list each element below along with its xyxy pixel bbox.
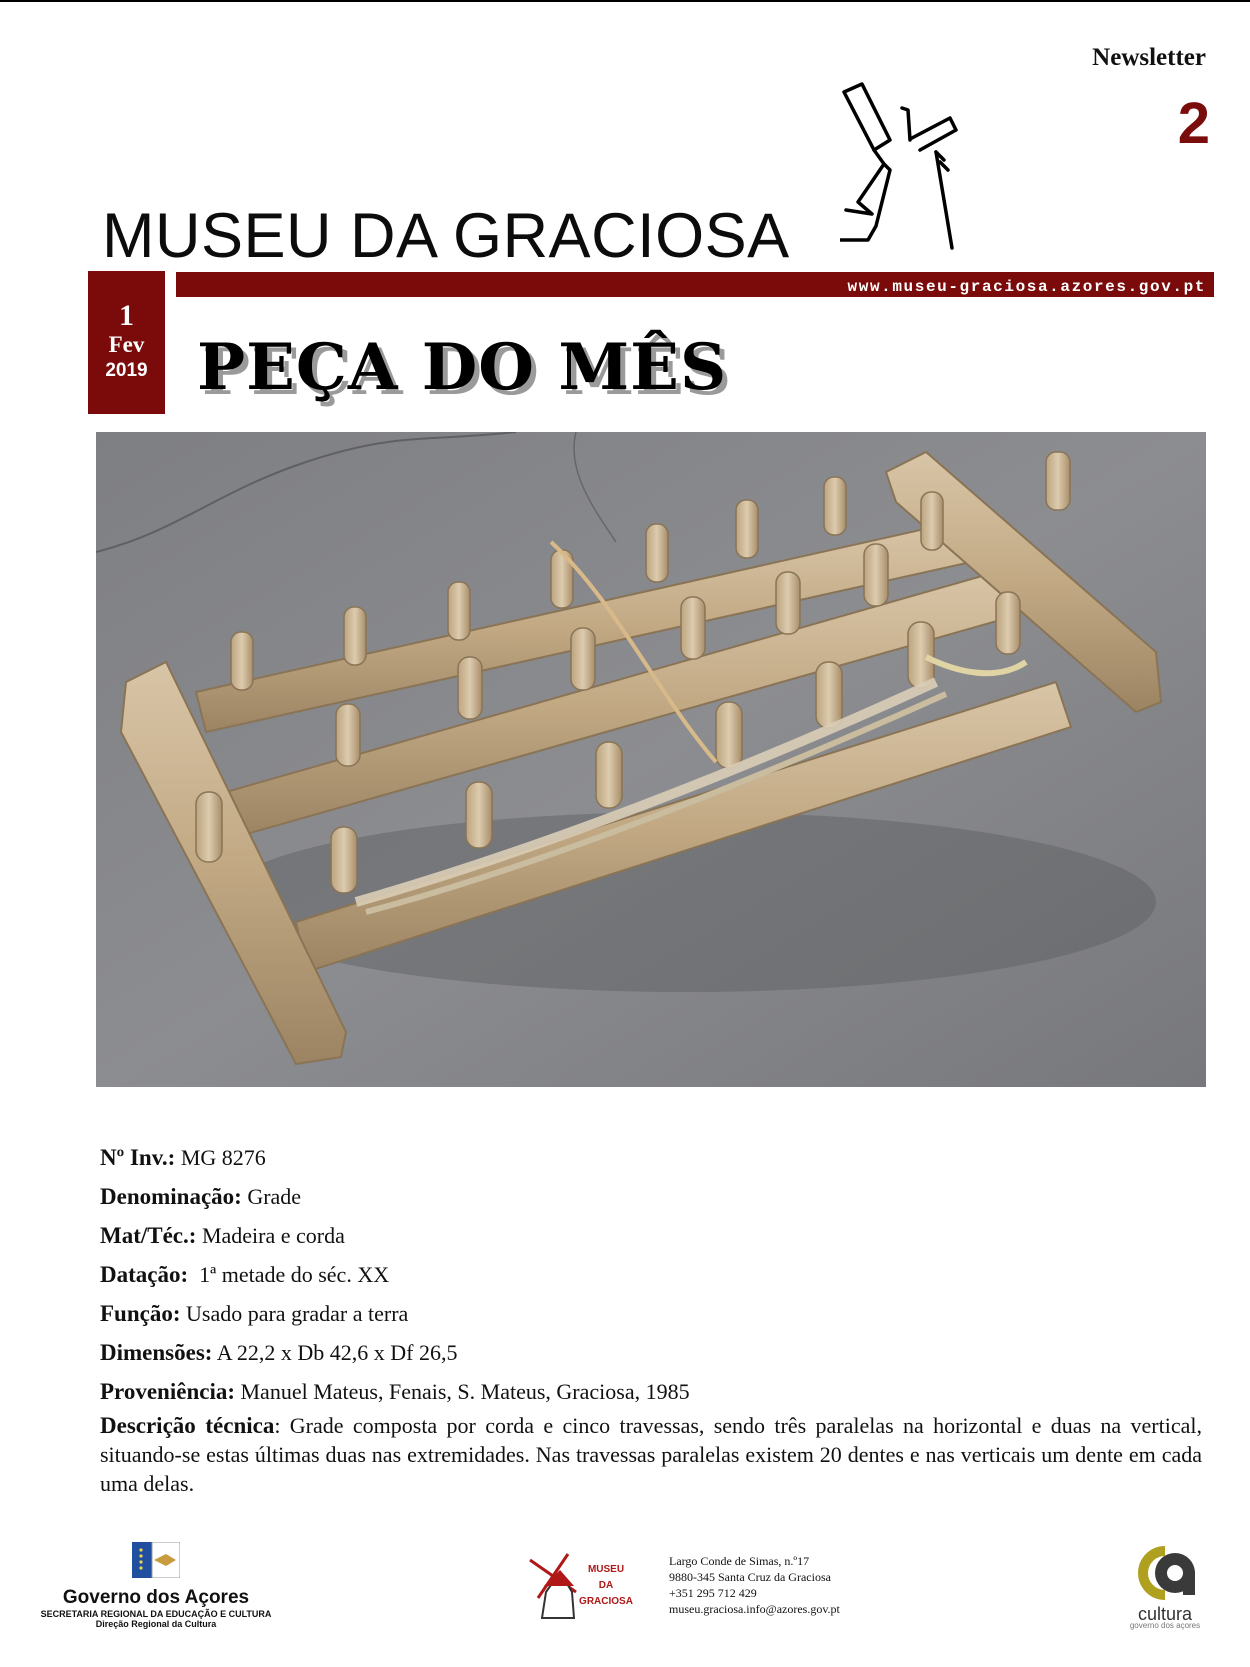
address-postal: 9880-345 Santa Cruz da Graciosa — [669, 1570, 831, 1584]
footer-logo-line2: DA — [598, 1580, 614, 1591]
issue-number: 2 — [1177, 91, 1210, 156]
info-row-dimensions: Dimensões: A 22,2 x Db 42,6 x Df 26,5 — [100, 1340, 458, 1365]
item-info — [100, 1138, 1202, 1498]
footer-logo-line3: GRACIOSA — [579, 1596, 633, 1607]
museum-footer-logo — [528, 1552, 638, 1622]
cultura-ca-icon — [1127, 1545, 1203, 1601]
footer-logo-line1: MUSEU — [587, 1564, 625, 1575]
government-secretariat: SECRETARIA REGIONAL DA EDUCAÇÃO E CULTURA — [40, 1609, 272, 1619]
website-link[interactable]: www.museu-graciosa.azores.gov.pt — [847, 278, 1206, 296]
wooden-harrow-photo — [96, 432, 1206, 1087]
info-row-denomination: Denominação: Grade — [100, 1184, 302, 1209]
date-day: 1 — [119, 299, 134, 332]
address-phone: +351 295 712 429 — [669, 1586, 757, 1600]
info-row-inventory: Nº Inv.: MG 8276 — [100, 1145, 266, 1170]
museum-address — [669, 1553, 840, 1617]
info-row-description: Descrição técnica: Grade composta por corda e cinco travessas, sendo três paralelas na horizontal e duas na vertical, situando-se estas últimas duas nas extremidades. Nas travessas paralelas existem 20 dentes e nas verticais um dente em cada uma delas. — [100, 1413, 1202, 1496]
section-title: PEÇA DO MÊS — [197, 330, 728, 405]
government-title: Governo dos Açores — [62, 1587, 250, 1608]
date-month: Fev — [108, 332, 145, 357]
government-logo — [36, 1542, 276, 1629]
cultura-logo — [1120, 1545, 1210, 1630]
info-row-dating: Datação: 1ª metade do séc. XX — [100, 1262, 390, 1287]
top-rule — [0, 0, 1250, 2]
date-year: 2019 — [105, 360, 148, 381]
cultura-sub: governo dos açores — [1129, 1621, 1201, 1630]
newsletter-label: Newsletter — [1092, 44, 1206, 71]
azores-flag-icon — [132, 1542, 180, 1578]
windmill-logo-icon — [840, 80, 1020, 265]
info-row-material: Mat/Téc.: Madeira e corda — [100, 1223, 345, 1248]
address-street: Largo Conde de Simas, n.º17 — [669, 1554, 810, 1568]
museum-title: MUSEU DA GRACIOSA — [102, 201, 790, 271]
date-box — [88, 271, 165, 414]
info-row-provenance: Proveniência: Manuel Mateus, Fenais, S. Mateus, Graciosa, 1985 — [100, 1379, 690, 1404]
info-row-function: Função: Usado para gradar a terra — [100, 1301, 409, 1326]
cultura-word: cultura — [1137, 1604, 1193, 1624]
address-email[interactable]: museu.graciosa.info@azores.gov.pt — [669, 1602, 840, 1616]
government-direction: Direção Regional da Cultura — [95, 1619, 217, 1629]
